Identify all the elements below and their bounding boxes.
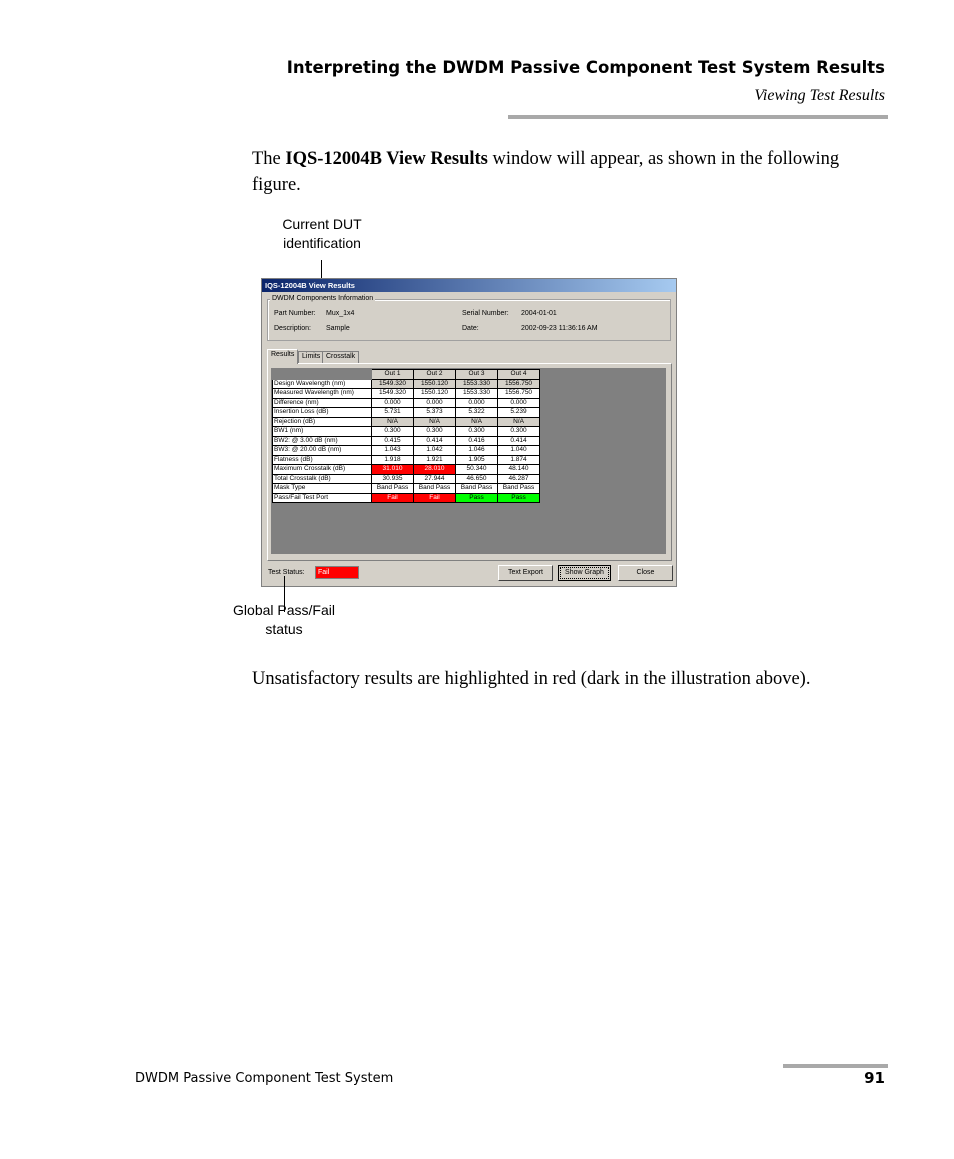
row-label: Rejection (dB) [273,417,372,427]
row-label: BW3: @ 20.00 dB (nm) [273,446,372,456]
result-cell: 1.874 [498,455,540,465]
result-cell: Band Pass [414,484,456,494]
result-cell: N/A [372,417,414,427]
result-cell: 0.416 [456,436,498,446]
result-cell: Band Pass [498,484,540,494]
page-number: 91 [864,1069,885,1087]
result-cell: 0.414 [414,436,456,446]
text-export-button[interactable]: Text Export [498,565,553,581]
result-cell: 48.140 [498,465,540,475]
result-cell: Band Pass [456,484,498,494]
row-label: Difference (nm) [273,398,372,408]
results-row [273,436,540,446]
result-cell: Fail [414,493,456,503]
result-cell: 30.935 [372,474,414,484]
result-cell: N/A [498,417,540,427]
results-row [273,417,540,427]
show-graph-button[interactable]: Show Graph [558,565,611,581]
view-results-window [261,278,677,587]
row-label: Flatness (dB) [273,455,372,465]
result-cell: 0.300 [456,427,498,437]
result-cell: 1.046 [456,446,498,456]
intro-prefix: The [252,149,286,169]
result-cell: 0.414 [498,436,540,446]
result-cell: 5.373 [414,408,456,418]
result-cell: 0.000 [372,398,414,408]
row-label: Total Crosstalk (dB) [273,474,372,484]
results-table [272,369,540,503]
row-label: Maximum Crosstalk (dB) [273,465,372,475]
column-header: Out 3 [456,370,498,380]
results-row [273,446,540,456]
header-rule [508,115,888,119]
result-cell: 1550.120 [414,379,456,389]
row-label: BW1 (nm) [273,427,372,437]
result-cell: 28.010 [414,465,456,475]
results-row [273,455,540,465]
result-cell: Fail [372,493,414,503]
column-header: Out 2 [414,370,456,380]
results-row [273,465,540,475]
result-cell: 1556.750 [498,389,540,399]
results-row [273,474,540,484]
result-cell: 0.300 [414,427,456,437]
components-info-legend: DWDM Components Information [272,295,374,302]
date-label: Date: [462,325,479,332]
results-row [273,408,540,418]
row-label: Insertion Loss (dB) [273,408,372,418]
result-cell: Pass [456,493,498,503]
result-cell: 0.000 [456,398,498,408]
result-cell: 1.043 [372,446,414,456]
row-label: Measured Wavelength (nm) [273,389,372,399]
test-status-badge: Fail [315,566,359,579]
result-cell: 1556.750 [498,379,540,389]
results-row [273,493,540,503]
running-header-title: Interpreting the DWDM Passive Component Test System Results [286,58,885,77]
result-cell: 1.918 [372,455,414,465]
result-cell: 0.300 [498,427,540,437]
result-cell: 5.731 [372,408,414,418]
result-cell: N/A [414,417,456,427]
result-cell: 0.000 [414,398,456,408]
footer-title: DWDM Passive Component Test System [135,1071,394,1086]
result-cell: 1.921 [414,455,456,465]
result-cell: 1549.320 [372,379,414,389]
tab-results[interactable]: Results [267,349,298,364]
components-info-group [267,299,671,341]
window-title: IQS-12004B View Results [265,281,355,290]
result-cell: Band Pass [372,484,414,494]
test-status-label: Test Status: [268,569,305,576]
results-row [273,389,540,399]
serial-number-label: Serial Number: [462,310,509,317]
closing-paragraph: Unsatisfactory results are highlighted in red (dark in the illustration above). [252,669,811,689]
tab-limits[interactable]: Limits [298,351,324,363]
row-label: Pass/Fail Test Port [273,493,372,503]
result-cell: 1.042 [414,446,456,456]
result-cell: 1.905 [456,455,498,465]
result-cell: 46.650 [456,474,498,484]
running-header-subtitle: Viewing Test Results [754,87,885,104]
result-cell: 1553.330 [456,389,498,399]
result-cell: 31.010 [372,465,414,475]
intro-window-name: IQS-12004B View Results [285,149,488,169]
date-value: 2002-09-23 11:36:16 AM [521,325,598,332]
row-label: Mask Type [273,484,372,494]
results-row [273,427,540,437]
result-cell: 27.944 [414,474,456,484]
description-label: Description: [274,325,311,332]
result-cell: 1553.330 [456,379,498,389]
results-row [273,398,540,408]
row-label: Design Wavelength (nm) [273,379,372,389]
column-header: Out 1 [372,370,414,380]
close-button[interactable]: Close [618,565,673,581]
result-cell: 46.287 [498,474,540,484]
result-cell: 5.322 [456,408,498,418]
results-row [273,379,540,389]
part-number-label: Part Number: [274,310,316,317]
column-header: Out 4 [498,370,540,380]
row-label: BW2: @ 3.00 dB (nm) [273,436,372,446]
description-value: Sample [326,325,350,332]
result-cell: 1549.320 [372,389,414,399]
result-cell: 1.040 [498,446,540,456]
results-row [273,484,540,494]
part-number-value: Mux_1x4 [326,310,355,317]
result-cell: 0.300 [372,427,414,437]
result-cell: N/A [456,417,498,427]
window-title-bar [262,279,676,292]
intro-suffix: window will appear, as shown in the following figure. [252,149,840,195]
results-header-row [273,370,540,380]
result-cell: Pass [498,493,540,503]
result-cell: 1550.120 [414,389,456,399]
serial-number-value: 2004-01-01 [521,310,557,317]
callout-global: Global Pass/Fail status [233,602,335,637]
intro-paragraph [252,146,852,198]
result-cell: 0.415 [372,436,414,446]
result-cell: 50.340 [456,465,498,475]
footer-rule [783,1064,888,1068]
tab-crosstalk[interactable]: Crosstalk [322,351,359,363]
table-corner-cell [273,370,372,380]
callout-dut: Current DUT identification [282,216,362,251]
result-cell: 0.000 [498,398,540,408]
result-cell: 5.239 [498,408,540,418]
